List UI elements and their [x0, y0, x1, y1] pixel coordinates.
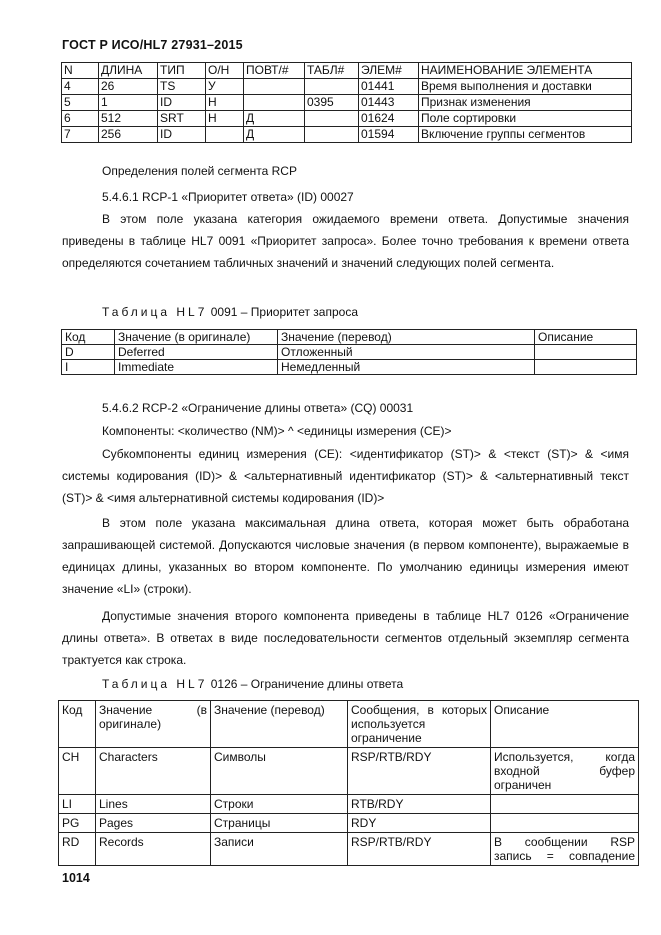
table-cell: Pages	[96, 814, 211, 833]
column-header: ТИП	[158, 63, 206, 79]
section-title-rcp1: 5.4.6.1 RCP-1 «Приоритет ответа» (ID) 00027	[102, 190, 354, 204]
column-header: ДЛИНА	[99, 63, 158, 79]
table-cell	[491, 795, 639, 814]
column-header: ЭЛЕМ#	[359, 63, 419, 79]
table-cell	[305, 111, 359, 127]
column-header: Сообщения, в которых используется ограничение	[348, 701, 491, 748]
table-cell: Н	[206, 95, 244, 111]
table-cell: RSP/RTB/RDY	[348, 748, 491, 795]
table-cell: 01441	[359, 79, 419, 95]
table-header-row	[59, 701, 639, 748]
table-cell: Включение группы сегментов	[419, 127, 632, 143]
table-cell: Отложенный	[278, 345, 535, 360]
column-header: Значение (перевод)	[278, 330, 535, 345]
table-row	[62, 127, 632, 143]
table-cell: 256	[99, 127, 158, 143]
table-cell: Страницы	[211, 814, 348, 833]
table-row	[62, 79, 632, 95]
caption-prefix: Таблица HL7	[102, 677, 208, 691]
table-header-row	[62, 330, 637, 345]
table-cell: RDY	[348, 814, 491, 833]
table-cell: Lines	[96, 795, 211, 814]
column-header: Описание	[535, 330, 637, 345]
table-cell: D	[62, 345, 115, 360]
length-limit-table	[58, 700, 639, 866]
table-cell: Deferred	[115, 345, 278, 360]
column-header: НАИМЕНОВАНИЕ ЭЛЕМЕНТА	[419, 63, 632, 79]
table-cell: PG	[59, 814, 96, 833]
table-cell: Поле сортировки	[419, 111, 632, 127]
fields-definition-heading: Определения полей сегмента RCP	[102, 164, 297, 178]
table-cell: Д	[244, 111, 305, 127]
segment-fields-table	[61, 62, 632, 143]
table-cell: 01624	[359, 111, 419, 127]
column-header: Код	[62, 330, 115, 345]
table-cell	[305, 127, 359, 143]
document-header: ГОСТ Р ИСО/HL7 27931–2015	[62, 38, 243, 52]
table-cell: SRT	[158, 111, 206, 127]
table-cell: 26	[99, 79, 158, 95]
table-cell: 01594	[359, 127, 419, 143]
table-cell: Признак изменения	[419, 95, 632, 111]
column-header: ПОВТ/#	[244, 63, 305, 79]
column-header: Описание	[491, 701, 639, 748]
table-row	[62, 95, 632, 111]
table-cell	[244, 79, 305, 95]
caption-prefix: Таблица HL7	[102, 305, 208, 319]
table-cell: У	[206, 79, 244, 95]
table-cell	[244, 95, 305, 111]
caption-text: 0126 – Ограничение длины ответа	[207, 677, 404, 691]
section-components-rcp2: Компоненты: <количество (NM)> ^ <единицы измерения (CE)>	[102, 424, 452, 438]
table-caption-0091	[102, 305, 358, 319]
table-cell: В сообщении RSP запись = совпадение	[491, 833, 639, 866]
table-row	[59, 748, 639, 795]
table-cell: 512	[99, 111, 158, 127]
table-caption-0126	[102, 677, 403, 691]
table-cell	[535, 345, 637, 360]
section-subcomponents-rcp2: Субкомпоненты единиц измерения (CE): <идентификатор (ST)> & <текст (ST)> & <имя системы кодирования (ID)> & <альтернативный идентификатор (ST)> & <альтернативный текст (ST)> & <имя альтернативной системы кодирования (ID)>	[62, 447, 629, 505]
column-header: Значение (перевод)	[211, 701, 348, 748]
table-cell: CH	[59, 748, 96, 795]
section-text-rcp1: В этом поле указана категория ожидаемого времени ответа. Допустимые значения приведены в таблице HL7 0091 «Приоритет запроса». Более точно требования к времени ответа определяются сочетанием табличных значений и значений следующих полей сегмента.	[62, 212, 629, 270]
column-header: Код	[59, 701, 96, 748]
section-text-rcp2-b: Допустимые значения второго компонента приведены в таблице HL7 0126 «Ограничение длины ответа». В ответах в виде последовательности сегментов отдельный экземпляр сегмента трактуется как строка.	[62, 609, 629, 667]
table-cell: RSP/RTB/RDY	[348, 833, 491, 866]
table-cell: Immediate	[115, 360, 278, 375]
column-header: ТАБЛ#	[305, 63, 359, 79]
table-cell: 01443	[359, 95, 419, 111]
table-cell: 0395	[305, 95, 359, 111]
column-header: N	[62, 63, 99, 79]
table-cell: Записи	[211, 833, 348, 866]
table-cell: 7	[62, 127, 99, 143]
table-cell: 5	[62, 95, 99, 111]
page-number: 1014	[62, 871, 90, 885]
table-cell	[206, 127, 244, 143]
caption-text: 0091 – Приоритет запроса	[207, 305, 358, 319]
column-header: Значение (в оригинале)	[115, 330, 278, 345]
table-row	[62, 111, 632, 127]
table-cell	[305, 79, 359, 95]
table-cell: ID	[158, 127, 206, 143]
table-cell: Используется, когда входной буфер ограничен	[491, 748, 639, 795]
section-text-rcp2-a: В этом поле указана максимальная длина ответа, которая может быть обработана запрашивающей системой. Допускаются числовые значения (в первом компоненте), выражаемые в единицах длины, указанных во втором компоненте. По умолчанию единицы измерения имеют значение «LI» (строки).	[62, 516, 629, 596]
table-cell: Время выполнения и доставки	[419, 79, 632, 95]
table-row	[59, 833, 639, 866]
table-cell: Н	[206, 111, 244, 127]
table-cell	[491, 814, 639, 833]
table-cell: 1	[99, 95, 158, 111]
table-cell: Д	[244, 127, 305, 143]
table-cell: Строки	[211, 795, 348, 814]
table-cell: Characters	[96, 748, 211, 795]
table-row	[62, 360, 637, 375]
table-cell: ID	[158, 95, 206, 111]
table-header-row	[62, 63, 632, 79]
section-title-rcp2: 5.4.6.2 RCP-2 «Ограничение длины ответа» (CQ) 00031	[102, 401, 414, 415]
table-row	[59, 814, 639, 833]
table-cell: RD	[59, 833, 96, 866]
table-cell: Немедленный	[278, 360, 535, 375]
table-cell	[535, 360, 637, 375]
table-cell: Records	[96, 833, 211, 866]
table-cell: Символы	[211, 748, 348, 795]
table-row	[59, 795, 639, 814]
table-cell: LI	[59, 795, 96, 814]
table-cell: RTB/RDY	[348, 795, 491, 814]
table-cell: 6	[62, 111, 99, 127]
table-row	[62, 345, 637, 360]
column-header: О/Н	[206, 63, 244, 79]
priority-table	[61, 329, 637, 375]
column-header: Значение (в оригинале)	[96, 701, 211, 748]
table-cell: I	[62, 360, 115, 375]
table-cell: 4	[62, 79, 99, 95]
table-cell: TS	[158, 79, 206, 95]
